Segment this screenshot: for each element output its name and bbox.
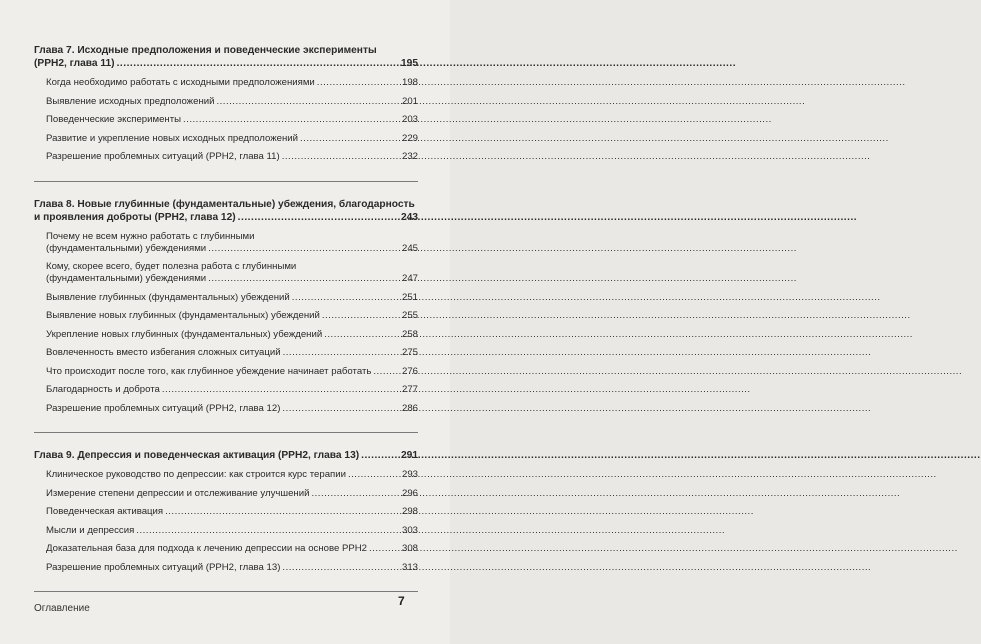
toc-entry	[34, 77, 418, 89]
toc-entry-text: Выявление исходных предположений	[46, 95, 215, 107]
toc-entry-line	[46, 273, 418, 285]
dot-leader	[208, 243, 400, 255]
toc-entry	[34, 562, 418, 574]
toc-entry	[34, 231, 418, 255]
chapter-title-text: Глава 9. Депрессия и поведенческая активация (РРН2, глава 13)	[34, 450, 360, 461]
toc-entry-line	[46, 525, 418, 537]
dot-leader	[369, 543, 400, 555]
dot-leader	[238, 211, 399, 224]
toc-entry-page-number: 293	[401, 469, 418, 480]
toc-entry-text: Благодарность и доброта	[46, 384, 160, 395]
dot-leader	[311, 488, 400, 500]
toc-entry-text: (фундаментальными) убеждениями	[46, 242, 207, 254]
chapter-title-text: (РРН2, глава 11)	[34, 58, 115, 69]
chapter-title-page-number: 243	[401, 211, 418, 223]
chapter-block	[34, 449, 418, 592]
toc-entry-first-line: Почему не всем нужно работать с глубинными	[46, 230, 255, 242]
chapter-block	[34, 198, 418, 434]
toc-entry-text: Разрешение проблемных ситуаций (РРН2, глава 11)	[46, 151, 280, 162]
dot-leader	[162, 384, 400, 396]
toc-entry-text: Развитие и укрепление новых исходных предположений	[46, 132, 298, 144]
dot-leader	[136, 525, 400, 537]
footer-section-label: Оглавление	[34, 603, 90, 614]
toc-entry-line	[46, 506, 418, 518]
chapter-heading	[34, 449, 418, 462]
toc-entry-text: Выявление новых глубинных (фундаментальных) убеждений	[46, 310, 320, 321]
dot-leader	[292, 292, 400, 304]
toc-entry-line	[46, 469, 418, 481]
toc-entry	[34, 96, 418, 108]
dot-leader	[324, 329, 400, 341]
toc-entry-page-number: 258	[401, 328, 418, 340]
toc-entry	[34, 488, 418, 500]
chapter-title-line	[34, 449, 418, 462]
toc-entry	[34, 469, 418, 481]
toc-entry-text: Измерение степени депрессии и отслеживание улучшений	[46, 487, 310, 499]
toc-entry-page-number: 303	[401, 524, 418, 536]
toc-entry-text: Доказательная база для подхода к лечению депрессии на основе РРН2	[46, 543, 368, 554]
dot-leader	[283, 347, 400, 359]
toc-entry	[34, 329, 418, 341]
toc-entry-text: Разрешение проблемных ситуаций (РРН2, глава 13)	[46, 561, 281, 573]
toc-entry-page-number: 286	[401, 402, 418, 414]
dot-leader	[165, 506, 400, 518]
toc-entry-page-number: 313	[401, 561, 418, 573]
dot-leader	[282, 562, 400, 574]
toc-entry	[34, 347, 418, 359]
dot-leader	[117, 57, 399, 70]
chapter-block	[34, 44, 418, 182]
toc-entry-line	[46, 562, 418, 574]
toc-entry-text: Клиническое руководство по депрессии: как строится курс терапии	[46, 469, 346, 480]
toc-entry-text: Укрепление новых глубинных (фундаментальных) убеждений	[46, 328, 323, 340]
chapter-title-line	[34, 211, 418, 224]
chapter-heading	[34, 44, 418, 70]
chapter-title-line: Глава 7. Исходные предположения и поведенческие эксперименты	[34, 45, 377, 56]
toc-entry	[34, 310, 418, 322]
toc-entry-line	[46, 114, 418, 126]
dot-leader	[208, 273, 400, 285]
toc-entry-line	[46, 488, 418, 500]
toc-entry	[34, 403, 418, 415]
toc-entry-page-number: 298	[401, 506, 418, 517]
toc-entry-page-number: 198	[401, 77, 418, 88]
toc-entry-page-number: 201	[401, 95, 418, 107]
dot-leader	[373, 366, 400, 378]
toc-entry	[34, 151, 418, 163]
chapter-title-page-number: 291	[401, 450, 418, 461]
toc-entry	[34, 543, 418, 555]
table-of-contents	[34, 44, 418, 608]
toc-entry-line	[46, 310, 418, 322]
dot-leader	[322, 310, 400, 322]
toc-entry-line	[46, 403, 418, 415]
toc-entry-line	[46, 133, 418, 145]
toc-entry	[34, 292, 418, 304]
toc-entry	[34, 133, 418, 145]
toc-entry-line	[46, 384, 418, 396]
toc-entry-page-number: 251	[401, 291, 418, 303]
toc-entry-line	[46, 243, 418, 255]
dot-leader	[216, 96, 400, 108]
chapter-title-line: Глава 8. Новые глубинные (фундаментальные) убеждения, благодарность	[34, 198, 415, 210]
chapter-title-line	[34, 57, 418, 70]
toc-entry-line	[46, 543, 418, 555]
toc-entry-line	[46, 347, 418, 359]
toc-entry	[34, 366, 418, 378]
dot-leader	[317, 77, 400, 89]
toc-entry-page-number: 296	[401, 487, 418, 499]
toc-entry-line	[46, 366, 418, 378]
toc-entry-text: Мысли и депрессия	[46, 524, 135, 536]
toc-entry-text: Когда необходимо работать с исходными предположениями	[46, 77, 315, 88]
toc-entry-line	[46, 96, 418, 108]
toc-entry-page-number: 232	[401, 151, 418, 162]
toc-entry-text: Поведенческая активация	[46, 506, 164, 517]
toc-entry-page-number: 277	[401, 384, 418, 395]
chapter-title-page-number: 195	[401, 58, 418, 69]
toc-entry-line	[46, 292, 418, 304]
toc-entry	[34, 506, 418, 518]
toc-entry-page-number: 275	[401, 347, 418, 358]
toc-entry-text: Выявление глубинных (фундаментальных) убеждений	[46, 291, 290, 303]
toc-entry-text: Разрешение проблемных ситуаций (РРН2, глава 12)	[46, 402, 281, 414]
toc-entry-text: Вовлеченность вместо избегания сложных ситуаций	[46, 347, 281, 358]
toc-entry-line	[46, 151, 418, 163]
toc-entry-line	[46, 77, 418, 89]
toc-entry-first-line: Кому, скорее всего, будет полезна работа с глубинными	[46, 261, 297, 272]
toc-entry-line	[46, 329, 418, 341]
dot-leader	[348, 469, 400, 481]
toc-entry	[34, 261, 418, 285]
toc-entry	[34, 114, 418, 126]
toc-entry-page-number: 308	[401, 543, 418, 554]
toc-entry-text: Поведенческие эксперименты	[46, 114, 182, 125]
chapter-heading	[34, 198, 418, 224]
dot-leader	[282, 151, 400, 163]
document-page	[0, 0, 450, 644]
dot-leader	[361, 449, 399, 462]
chapter-title-text: и проявления доброты (РРН2, глава 12)	[34, 211, 236, 223]
toc-entry-page-number: 276	[401, 365, 418, 377]
toc-entry-text: (фундаментальными) убеждениями	[46, 273, 207, 284]
dot-leader	[183, 114, 400, 126]
toc-entry-page-number: 229	[401, 132, 418, 144]
toc-entry-page-number: 245	[401, 242, 418, 254]
toc-entry-page-number: 255	[401, 310, 418, 321]
toc-entry	[34, 525, 418, 537]
toc-entry-page-number: 247	[401, 273, 418, 284]
dot-leader	[282, 403, 400, 415]
footer-page-number: 7	[398, 594, 405, 608]
toc-entry-text: Что происходит после того, как глубинное убеждение начинает работать	[46, 365, 372, 377]
toc-entry	[34, 384, 418, 396]
dot-leader	[300, 133, 400, 145]
toc-entry-page-number: 203	[401, 114, 418, 125]
